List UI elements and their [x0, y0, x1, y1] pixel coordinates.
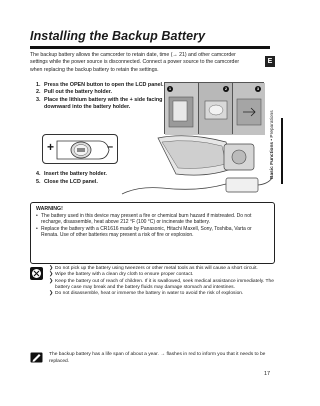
- page-number: 17: [264, 371, 271, 377]
- warning-title: WARNING!: [36, 206, 63, 212]
- note-arrow-icon: ❯: [49, 266, 54, 271]
- step-number: 3.: [36, 96, 41, 103]
- camcorder-with-adapter-illustration: [118, 134, 274, 200]
- note-text: Do not disassemble, heat or immerse the battery in water to avoid the risk of explosion.: [55, 291, 244, 297]
- steps-list: [36, 82, 164, 111]
- caution-icon: [30, 267, 43, 280]
- step-marker: 1: [168, 86, 172, 91]
- note-item: [49, 291, 275, 297]
- caution-glyph: [30, 267, 43, 280]
- step-photo-1: [164, 82, 198, 134]
- step-text: Press the OPEN button to open the LCD panel.: [44, 82, 164, 88]
- note-text: Wipe the battery with a clean dry cloth to ensure proper contact.: [55, 272, 194, 278]
- section-side-bar: [281, 118, 283, 184]
- note-arrow-icon: ❯: [49, 278, 54, 284]
- step-marker: 3: [256, 86, 260, 91]
- bullet-dot: •: [36, 225, 38, 232]
- info-paragraph: The backup battery has a life span of about a year. → flashes in red to inform you that it needs to be replaced.: [49, 352, 266, 364]
- step-photo-3: [232, 82, 264, 134]
- step-text: Insert the battery holder.: [44, 171, 107, 177]
- step-text: Place the lithium battery with the + side facing downward into the battery holder.: [44, 96, 163, 110]
- page-header: [30, 29, 270, 49]
- info-pencil-icon: [30, 352, 43, 363]
- page-title: Installing the Backup Battery: [30, 29, 206, 43]
- note-text: Keep the battery out of reach of children. If it is swallowed, seek medical assistance immediately. The battery case may break and the battery fluids may damage stomach and intestines.: [55, 278, 274, 290]
- warning-bullet: [36, 226, 269, 239]
- step-number: 1.: [36, 82, 41, 88]
- step-item: [36, 82, 164, 89]
- minus-sign: –: [107, 141, 114, 153]
- section-label-text: Basic Functions • Preparations: [270, 110, 275, 179]
- note-arrow-icon: ❯: [49, 291, 54, 297]
- note-item: [49, 279, 275, 292]
- title-rule: [30, 46, 270, 49]
- warning-bullet-text: Replace the battery with a CR1616 made by Panasonic, Hitachi Maxell, Sony, Toshiba, Varta or Renata. Use of other batteries may present a risk of fire or explosion.: [41, 225, 252, 239]
- note-text: Do not pick up the battery using tweezers or other metal tools as this will cause a short circuit.: [55, 266, 258, 271]
- note-arrow-icon: ❯: [49, 272, 54, 278]
- step-number: 5.: [36, 178, 41, 185]
- step-item: [36, 97, 164, 112]
- step-marker: 2: [224, 86, 228, 91]
- warning-bullet-text: The battery used in this device may present a fire or chemical burn hazard if mistreated. Do not recharge, disassemble, heat above 212 °F (100 °C) or incinerate the battery.: [41, 212, 252, 226]
- language-tab: E: [265, 56, 275, 67]
- step-item: [36, 89, 164, 96]
- step-number: 2.: [36, 89, 41, 96]
- warning-box: [30, 202, 275, 264]
- step-photo-2: [198, 82, 232, 134]
- plus-sign: +: [47, 140, 55, 154]
- bullet-dot: •: [36, 212, 38, 219]
- warning-bullet: [36, 213, 269, 226]
- section-label-rest: Preparations: [270, 110, 275, 138]
- step-text: Close the LCD panel.: [44, 178, 98, 185]
- notes-list: [49, 266, 275, 297]
- step-number: 4.: [36, 171, 41, 177]
- intro-paragraph: The backup battery allows the camcorder to retain date, time (→ 21) and other camcorder settings while the power source is disconnected. Connect a power source to the camcorder when replacing the backup battery to retain the settings.: [30, 52, 240, 73]
- battery-orientation-diagram: [42, 134, 118, 164]
- step-text: Pull out the battery holder.: [44, 89, 112, 96]
- section-label-bold: Basic Functions: [270, 141, 275, 179]
